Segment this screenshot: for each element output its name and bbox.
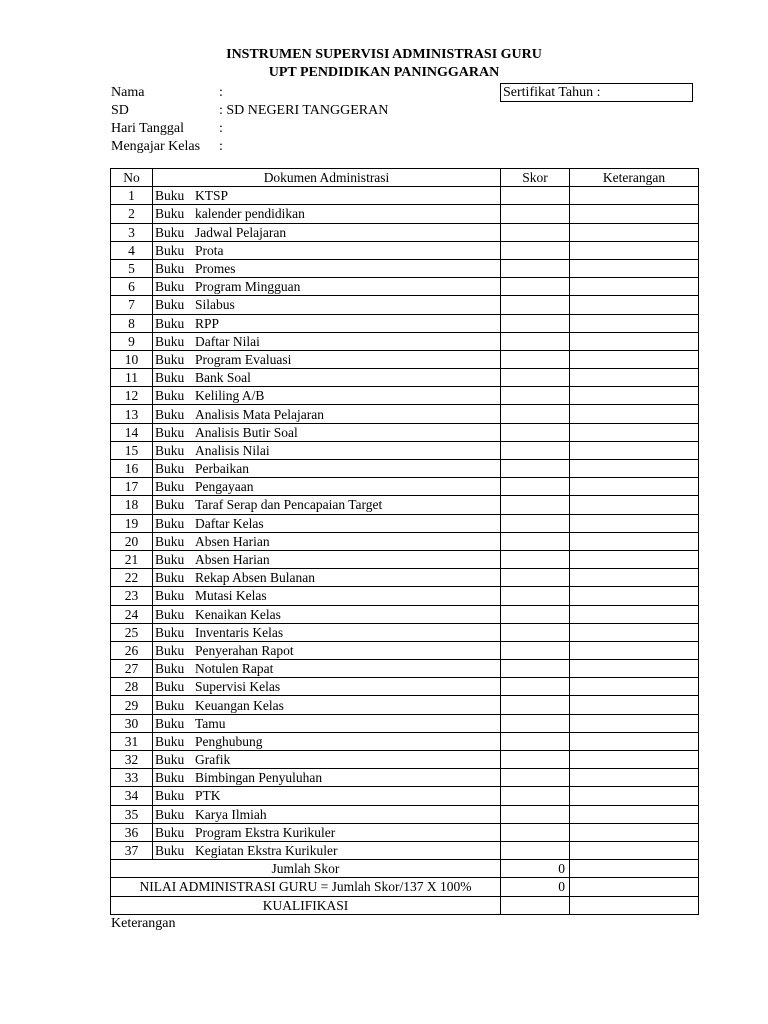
row-number: 34 [111,787,153,805]
administration-table [110,168,699,915]
row-prefix: Buku [155,351,185,367]
footer-label: Jumlah Skor [111,860,501,878]
row-prefix: Buku [155,479,185,495]
row-skor-cell[interactable] [501,678,570,696]
row-document-name: Daftar Kelas [195,515,264,531]
nilai-administrasi-row [111,878,699,896]
row-keterangan-cell[interactable] [570,496,699,514]
table-row [111,259,699,277]
row-keterangan-cell[interactable] [570,569,699,587]
row-document [153,696,501,714]
row-document-name: Analisis Nilai [195,442,270,458]
row-document-name: Rekap Absen Bulanan [195,570,315,586]
row-keterangan-cell[interactable] [570,350,699,368]
row-prefix: Buku [155,552,185,568]
row-skor-cell[interactable] [501,187,570,205]
document-title: INSTRUMEN SUPERVISI ADMINISTRASI GURU [226,47,542,62]
row-document [153,387,501,405]
certificate-year-box: Sertifikat Tahun : [500,83,693,102]
row-skor-cell[interactable] [501,696,570,714]
row-number: 20 [111,532,153,550]
table-row [111,660,699,678]
row-keterangan-cell[interactable] [570,478,699,496]
row-document [153,369,501,387]
row-document [153,241,501,259]
row-document-name: Keuangan Kelas [195,697,284,713]
row-document [153,641,501,659]
info-value: : [219,139,223,154]
footer-note: Keterangan [111,916,176,931]
row-document-name: Bank Soal [195,370,251,386]
row-keterangan-cell[interactable] [570,259,699,277]
row-skor-cell[interactable] [501,405,570,423]
row-document-name: Program Ekstra Kurikuler [195,824,336,840]
row-document [153,569,501,587]
row-document-name: RPP [195,315,220,331]
row-skor-cell[interactable] [501,641,570,659]
table-row [111,678,699,696]
row-skor-cell[interactable] [501,805,570,823]
row-prefix: Buku [155,406,185,422]
row-document [153,296,501,314]
row-document-name: Program Mingguan [195,279,301,295]
row-skor-cell[interactable] [501,841,570,859]
row-prefix: Buku [155,497,185,513]
row-number: 18 [111,496,153,514]
row-document [153,350,501,368]
table-row [111,496,699,514]
row-prefix: Buku [155,315,185,331]
row-document-name: Promes [195,261,236,277]
header-no: No [111,169,153,187]
row-keterangan-cell[interactable] [570,423,699,441]
row-keterangan-cell[interactable] [570,678,699,696]
row-document [153,678,501,696]
row-number: 31 [111,732,153,750]
row-keterangan-cell[interactable] [570,623,699,641]
row-number: 33 [111,769,153,787]
row-prefix: Buku [155,297,185,313]
row-skor-cell[interactable] [501,732,570,750]
row-document [153,587,501,605]
row-document [153,223,501,241]
row-number: 24 [111,605,153,623]
table-row [111,769,699,787]
row-document [153,405,501,423]
row-keterangan-cell[interactable] [570,823,699,841]
table-row [111,314,699,332]
row-prefix: Buku [155,388,185,404]
row-number: 14 [111,423,153,441]
row-prefix: Buku [155,533,185,549]
row-prefix: Buku [155,715,185,731]
row-keterangan-cell[interactable] [570,314,699,332]
row-document-name: Kegiatan Ekstra Kurikuler [195,843,338,859]
row-number: 32 [111,751,153,769]
row-keterangan-cell[interactable] [570,369,699,387]
table-row [111,478,699,496]
row-number: 29 [111,696,153,714]
header-dokumen: Dokumen Administrasi [153,169,501,187]
row-number: 9 [111,332,153,350]
footer-skor: 0 [501,878,570,896]
footer-keterangan-cell[interactable] [570,860,699,878]
table-row [111,732,699,750]
row-prefix: Buku [155,424,185,440]
table-row [111,241,699,259]
row-prefix: Buku [155,206,185,222]
row-keterangan-cell[interactable] [570,605,699,623]
row-skor-cell[interactable] [501,496,570,514]
row-document [153,441,501,459]
row-number: 15 [111,441,153,459]
table-row [111,205,699,223]
table-row [111,423,699,441]
kualifikasi-row [111,896,699,914]
footer-skor [501,896,570,914]
row-document-name: kalender pendidikan [195,206,305,222]
row-document [153,514,501,532]
row-document-name: Penghubung [195,733,263,749]
table-row [111,714,699,732]
row-skor-cell[interactable] [501,623,570,641]
row-number: 22 [111,569,153,587]
row-prefix: Buku [155,333,185,349]
row-prefix: Buku [155,788,185,804]
row-prefix: Buku [155,461,185,477]
row-number: 3 [111,223,153,241]
row-prefix: Buku [155,679,185,695]
row-skor-cell[interactable] [501,660,570,678]
table-row [111,332,699,350]
row-keterangan-cell[interactable] [570,550,699,568]
row-number: 23 [111,587,153,605]
row-prefix: Buku [155,261,185,277]
row-skor-cell[interactable] [501,205,570,223]
row-skor-cell[interactable] [501,296,570,314]
table-row [111,441,699,459]
row-skor-cell[interactable] [501,605,570,623]
info-label: SD [111,103,129,118]
footer-label: KUALIFIKASI [111,896,501,914]
row-document-name: Inventaris Kelas [195,624,284,640]
row-skor-cell[interactable] [501,441,570,459]
row-skor-cell[interactable] [501,823,570,841]
row-prefix: Buku [155,752,185,768]
row-number: 7 [111,296,153,314]
footer-label: NILAI ADMINISTRASI GURU = Jumlah Skor/137 X 100% [111,878,501,896]
row-document-name: Grafik [195,752,231,768]
row-skor-cell[interactable] [501,751,570,769]
row-document-name: Analisis Mata Pelajaran [195,406,324,422]
row-skor-cell[interactable] [501,569,570,587]
row-prefix: Buku [155,843,185,859]
row-keterangan-cell[interactable] [570,187,699,205]
row-skor-cell[interactable] [501,460,570,478]
info-value: : [219,121,223,136]
row-prefix: Buku [155,824,185,840]
row-keterangan-cell[interactable] [570,532,699,550]
footer-keterangan-cell[interactable] [570,878,699,896]
row-keterangan-cell[interactable] [570,769,699,787]
row-number: 26 [111,641,153,659]
row-document [153,769,501,787]
row-number: 11 [111,369,153,387]
row-number: 17 [111,478,153,496]
table-row [111,605,699,623]
row-number: 10 [111,350,153,368]
row-prefix: Buku [155,770,185,786]
row-keterangan-cell[interactable] [570,441,699,459]
row-document-name: Pengayaan [195,479,254,495]
row-keterangan-cell[interactable] [570,787,699,805]
row-skor-cell[interactable] [501,587,570,605]
row-keterangan-cell[interactable] [570,241,699,259]
row-document [153,805,501,823]
row-document [153,478,501,496]
row-skor-cell[interactable] [501,350,570,368]
row-skor-cell[interactable] [501,387,570,405]
row-keterangan-cell[interactable] [570,732,699,750]
info-label: Mengajar Kelas [111,139,201,154]
row-skor-cell[interactable] [501,714,570,732]
table-header-row [111,169,699,187]
table-row [111,641,699,659]
table-row [111,532,699,550]
row-skor-cell[interactable] [501,550,570,568]
row-document [153,532,501,550]
row-keterangan-cell[interactable] [570,205,699,223]
row-keterangan-cell[interactable] [570,332,699,350]
row-skor-cell[interactable] [501,769,570,787]
row-document [153,623,501,641]
row-keterangan-cell[interactable] [570,278,699,296]
row-document [153,496,501,514]
table-row [111,187,699,205]
row-number: 12 [111,387,153,405]
row-document-name: KTSP [195,188,229,204]
info-label: Nama [111,85,145,100]
row-prefix: Buku [155,370,185,386]
row-skor-cell[interactable] [501,278,570,296]
row-prefix: Buku [155,515,185,531]
row-skor-cell[interactable] [501,478,570,496]
row-document-name: Karya Ilmiah [195,806,267,822]
row-document [153,660,501,678]
row-keterangan-cell[interactable] [570,387,699,405]
info-value: : [219,85,223,100]
row-document [153,332,501,350]
row-skor-cell[interactable] [501,369,570,387]
row-keterangan-cell[interactable] [570,696,699,714]
row-keterangan-cell[interactable] [570,841,699,859]
row-number: 13 [111,405,153,423]
row-keterangan-cell[interactable] [570,405,699,423]
row-skor-cell[interactable] [501,241,570,259]
row-document [153,278,501,296]
row-document-name: Penyerahan Rapot [195,642,294,658]
row-document [153,187,501,205]
table-row [111,751,699,769]
table-row [111,350,699,368]
row-skor-cell[interactable] [501,787,570,805]
row-prefix: Buku [155,806,185,822]
table-row [111,696,699,714]
row-number: 6 [111,278,153,296]
row-document-name: Taraf Serap dan Pencapaian Target [195,497,383,513]
row-document [153,787,501,805]
row-document-name: Program Evaluasi [195,351,292,367]
row-keterangan-cell[interactable] [570,460,699,478]
row-prefix: Buku [155,279,185,295]
row-prefix: Buku [155,442,185,458]
row-number: 16 [111,460,153,478]
jumlah-skor-row [111,860,699,878]
row-document-name: Absen Harian [195,552,270,568]
row-document-name: Silabus [195,297,235,313]
row-document [153,841,501,859]
info-value: : SD NEGERI TANGGERAN [219,103,389,118]
row-document [153,605,501,623]
table-row [111,550,699,568]
row-number: 1 [111,187,153,205]
row-document-name: Daftar Nilai [195,333,260,349]
row-prefix: Buku [155,624,185,640]
row-document-name: Jadwal Pelajaran [195,224,287,240]
row-keterangan-cell[interactable] [570,805,699,823]
row-keterangan-cell[interactable] [570,751,699,769]
row-number: 36 [111,823,153,841]
row-skor-cell[interactable] [501,514,570,532]
row-prefix: Buku [155,733,185,749]
table-row [111,369,699,387]
row-keterangan-cell[interactable] [570,714,699,732]
row-document-name: Supervisi Kelas [195,679,281,695]
row-document-name: Tamu [195,715,226,731]
row-document-name: Prota [195,242,224,258]
table-row [111,805,699,823]
document-subtitle: UPT PENDIDIKAN PANINGGARAN [268,65,500,80]
row-document [153,314,501,332]
table-row [111,460,699,478]
table-row [111,623,699,641]
row-document-name: Analisis Butir Soal [195,424,298,440]
table-row [111,569,699,587]
row-number: 35 [111,805,153,823]
table-row [111,841,699,859]
table-row [111,387,699,405]
row-number: 25 [111,623,153,641]
row-keterangan-cell[interactable] [570,660,699,678]
table-row [111,514,699,532]
row-document-name: Notulen Rapat [195,661,274,677]
row-document [153,205,501,223]
row-keterangan-cell[interactable] [570,587,699,605]
footer-skor: 0 [501,860,570,878]
row-keterangan-cell[interactable] [570,514,699,532]
row-skor-cell[interactable] [501,314,570,332]
table-row [111,296,699,314]
row-prefix: Buku [155,188,185,204]
info-label: Hari Tanggal [111,121,185,136]
row-document-name: PTK [195,788,221,804]
table-row [111,787,699,805]
row-document [153,259,501,277]
table-row [111,587,699,605]
row-number: 19 [111,514,153,532]
row-prefix: Buku [155,642,185,658]
row-prefix: Buku [155,570,185,586]
row-number: 8 [111,314,153,332]
footer-keterangan-cell[interactable] [570,896,699,914]
row-prefix: Buku [155,224,185,240]
row-document-name: Mutasi Kelas [195,588,267,604]
row-document [153,550,501,568]
row-prefix: Buku [155,661,185,677]
row-number: 5 [111,259,153,277]
row-document-name: Kenaikan Kelas [195,606,281,622]
row-document-name: Bimbingan Penyuluhan [195,770,323,786]
row-document [153,823,501,841]
row-number: 2 [111,205,153,223]
row-document [153,714,501,732]
row-number: 4 [111,241,153,259]
row-keterangan-cell[interactable] [570,223,699,241]
row-prefix: Buku [155,606,185,622]
row-document [153,732,501,750]
row-document-name: Perbaikan [195,461,249,477]
row-number: 30 [111,714,153,732]
row-number: 21 [111,550,153,568]
row-number: 37 [111,841,153,859]
row-document-name: Absen Harian [195,533,270,549]
row-skor-cell[interactable] [501,423,570,441]
row-document [153,751,501,769]
row-number: 28 [111,678,153,696]
row-number: 27 [111,660,153,678]
row-skor-cell[interactable] [501,532,570,550]
row-skor-cell[interactable] [501,332,570,350]
row-skor-cell[interactable] [501,259,570,277]
row-keterangan-cell[interactable] [570,641,699,659]
table-row [111,405,699,423]
row-document [153,460,501,478]
row-prefix: Buku [155,588,185,604]
row-keterangan-cell[interactable] [570,296,699,314]
table-row [111,223,699,241]
row-document-name: Keliling A/B [195,388,265,404]
row-document [153,423,501,441]
table-row [111,823,699,841]
header-skor: Skor [501,169,570,187]
table-row [111,278,699,296]
header-keterangan: Keterangan [570,169,699,187]
row-prefix: Buku [155,697,185,713]
row-prefix: Buku [155,242,185,258]
row-skor-cell[interactable] [501,223,570,241]
